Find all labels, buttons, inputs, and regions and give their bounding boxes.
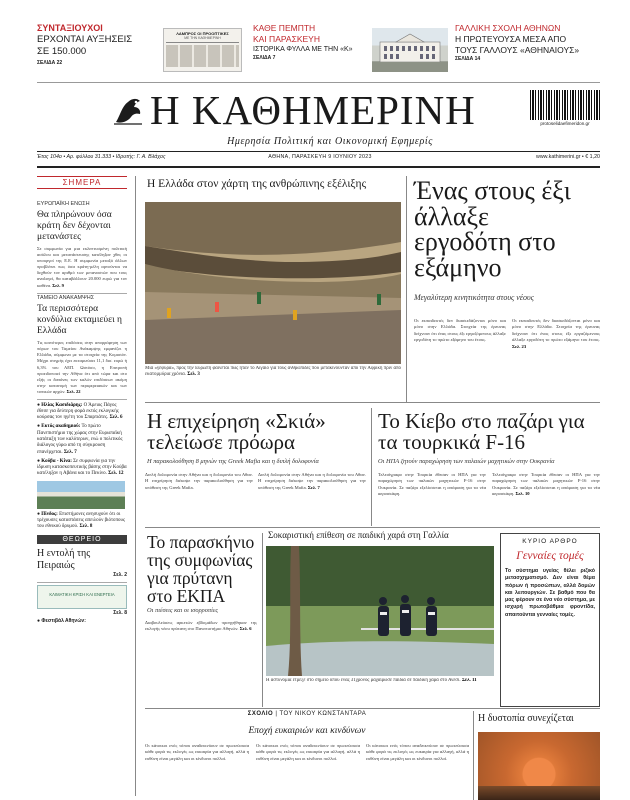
dateline-bottom-rule	[37, 166, 600, 168]
job-page: Σελ. 23	[512, 343, 527, 349]
job-text-col1: Οι εκπαιδευτές δεν διασκεδάζονται μόνο και μόνο στην Ελλάδα. Στοιχεία της έρευνας δείχνουν ότι ένας στους έξι εργαζόμενους άλλαξε εργοδότη το πρώτο εξάμηνο του έτους.	[414, 318, 506, 343]
teaser-middle-line1: ΚΑΘΕ ΠΕΜΠΤΗ	[253, 23, 316, 33]
skia-text-col1: Διπλή δολοφονία στην Αθήνα και η δολοφονία του Αθαν. Η επιχείρηση διέκοψε την παρακολούθηση για την υπόθεση της Greek Mafia.	[145, 472, 253, 490]
teaser-middle-line3: ΙΣΤΟΡΙΚΑ ΦΥΛΛΑ ΜΕ ΤΗΝ «Κ»	[253, 46, 353, 53]
masthead-subtitle: Ημερησία Πολιτική και Οικονομική Εφημερίς	[227, 136, 433, 147]
ekpa-headline[interactable]: Το παρασκήνιο της συμφωνίας για πρύτανη στο ΕΚΠΑ	[147, 532, 255, 606]
sidebar-pindos-photo	[37, 481, 125, 509]
column-label: ΣΧΟΛΙΟ	[247, 711, 274, 717]
column-text-col1: Οι κάτοικοι ενός τόπου αναδεικνύουν σε πρωτεύουσα κάθε φορά τις εκλογές ως ευκαιρία για αλλαγή, αλλά η ευθύνη είναι μεγάλη και οι κίνδυνοι πολλοί.	[145, 743, 249, 761]
lead-photo-cliff	[145, 202, 401, 364]
sidebar-page-recovery: Σελ. 22	[66, 388, 81, 394]
sidebar-headline-recovery[interactable]: Τα περισσότερα κονδύλια εκταμιεύει η Ελλάδα	[37, 304, 123, 337]
sidebar-festival[interactable]: ● Φεστιβάλ Αθηνών:	[37, 618, 86, 625]
editorial-text: Το σύστημα υγείας θέλει ριζικό μετασχηματισμό. Δεν είναι θέμα πόρων ή προσώπων, αλλά δομών και λειτουργιών. Σε βαθμό που θα μας φέρουν σε ένα νέο σύστημα, με ισχυρή πρωτοβάθμια φροντίδα, απαιτούνται γενναίες τομές.	[505, 568, 595, 618]
lead-right-divider	[406, 176, 407, 402]
skia-lede: Η παρακολούθηση 8 μηνών της Greek Mafia και η διπλή δολοφονία	[147, 458, 319, 465]
dystopia-divider	[473, 711, 474, 800]
teaser-thumb-sub: ΜΕ ΤΗΝ ΚΑΘΗΜΕΡΙΝΗ	[184, 36, 221, 40]
sidebar-bullet-cuba-china[interactable]: ● Κούβα - Κίνα: Σε συμφωνία για την ίδρυση κατασκοπευτικής βάσης στην Κούβα κατέληξαν η Αβάνα και το Πεκίνο. Σελ. 12	[37, 458, 127, 477]
barcode	[530, 90, 600, 130]
dateline-top-rule	[37, 151, 600, 152]
sidebar-section-eu: ΕΥΡΩΠΑΪΚΗ ΕΝΩΣΗ	[37, 201, 90, 207]
skia-headline[interactable]: Η επιχείρηση «Σκιά» τελείωσε πρόωρα	[147, 409, 326, 454]
dateline-left: Έτος 104ο • Αρ. φύλλου 31.333 • Ιδρυτής: Γ. Α. Βλάχος	[37, 154, 166, 160]
lead-page: Σελ. 3	[187, 372, 200, 378]
column-byline: ΣΧΟΛΙΟ | ΤΟΥ ΝΙΚΟΥ ΚΩΝΣΤΑΝΤΑΡΑ	[247, 711, 367, 717]
sidebar-climate-page: Σελ. 8	[113, 610, 127, 617]
france-caption: Η αστυνομία έτρεξε στο σημείο όπου ένας 31χρονος μαχαίρωσε παιδιά σε παιδική χαρά στο Ανεσί. Σελ. 11	[266, 678, 477, 683]
sidebar-divider	[135, 176, 136, 796]
mid-divider-3	[145, 708, 600, 709]
teaser-thumb-head: ΛΑΜΠΡΟΣ ΟΙ ΠΡΟΟΠΤΙΚΕΣ	[176, 31, 229, 36]
sidebar-bullet-pindos[interactable]: ● Πίνδος: Επιστήμονες ανησυχούν ότι οι τρέχουσες καταστάσεις απειλούν βιότοπους του εθνικού δρυμού. Σελ. 8	[37, 511, 126, 530]
skia-text-col2: Διπλή δολοφονία στην Αθήνα και η δολοφονία του Αθαν. Η επιχείρηση διέκοψε την παρακολούθηση για την υπόθεση της Greek Mafia. Σελ. 7	[258, 472, 366, 490]
teaser-middle-line2: ΚΑΙ ΠΑΡΑΣΚΕΥΗ	[253, 33, 320, 44]
masthead-title: Η ΚΑΘΗΜΕΡΙΝΗ	[150, 87, 476, 133]
column-text-col3: Οι κάτοικοι ενός τόπου αναδεικνύουν σε πρωτεύουσα κάθε φορά τις εκλογές ως ευκαιρία για αλλαγή, αλλά η ευθύνη είναι μεγάλη και οι κίνδυνοι πολλοί.	[366, 743, 469, 761]
sidebar-today-label: ΣΗΜΕΡΑ	[37, 176, 127, 189]
police-scene-illustration	[266, 546, 494, 676]
teaser-right-line2: Η ΠΡΩΤΕΥΟΥΣΑ ΜΕΣΑ ΑΠΟ	[455, 34, 567, 44]
teaser-middle[interactable]	[253, 23, 353, 78]
dystopia-headline[interactable]: Η δυστοπία συνεχίζεται	[478, 713, 574, 724]
sidebar-climate-box[interactable]: ΚΛΙΜΑΤΙΚΗ ΚΡΙΣΗ ΚΑΙ ΕΝΕΡΓΕΙΑ	[37, 585, 127, 609]
ekpa-lede: Οι πιέσεις και οι ισορροπίες	[147, 607, 219, 614]
france-headline[interactable]: Σοκαριστική επίθεση σε παιδική χαρά στη Γαλλία	[268, 530, 449, 540]
dateline-right: www.kathimerini.gr • € 1,20	[536, 154, 600, 160]
cliff-illustration	[145, 202, 401, 364]
dystopia-photo	[478, 732, 600, 800]
sidebar-bullet-kasidiaris[interactable]: ● Ηλίας Κασιδιάρης: Ο Άρειος Πάγος έθεσε για δεύτερη φορά εκτός εκλογικής κούρσας τον ηγέτη του Σπαρτιάτες. Σελ. 6	[37, 402, 123, 421]
teaser-middle-page: ΣΕΛΙΔΑ 7	[253, 55, 276, 61]
teaser-right-photo	[372, 28, 448, 72]
mid-divider-1	[145, 402, 600, 403]
column-author: ΤΟΥ ΝΙΚΟΥ ΚΩΝΣΤΑΝΤΑΡΑ	[279, 711, 367, 717]
building-illustration	[372, 28, 448, 72]
sidebar-bullet-academy[interactable]: ● Εκτός ακαδημιού: Το πρώτο Πανεπιστήμιο της χώρας στην Ευρωπαϊκή κατάταξη των καλύτερων, ενώ ο πολιτικός διάλογος γύρω από τη σύγκρουση επανέρχεται. Σελ. 7	[37, 424, 123, 455]
sidebar-headline-migrants[interactable]: Θα πληρώνουν όσα κράτη δεν δέχονται μετανάστες	[37, 210, 112, 242]
teaser-left-line3: ΣΕ 150.000	[37, 46, 87, 57]
sidebar-text-migrants: Σε συμφωνία για μια εκλεπτυσμένη πολιτική ασύλου και μετανάστευσης κατέληξαν χθες οι υπουργοί της Ε.Ε. Η συμφωνία μεταξύ άλλων προβλέπει πως όσα κράτη-μέλη αρνούνται να δεχθούν τον αριθμό των μεταναστών που τους αναλογεί, θα καταβάλλουν 20.000 ευρώ για τον καθένα. Σελ. 9	[37, 246, 127, 288]
column-text-col2: Οι κάτοικοι ενός τόπου αναδεικνύουν σε πρωτεύουσα κάθε φορά τις εκλογές ως ευκαιρία για αλλαγή, αλλά η ευθύνη είναι μεγάλη και οι κίνδυνοι πολλοί.	[256, 743, 360, 761]
sidebar	[37, 176, 127, 800]
teaser-left-page: ΣΕΛΙΔΑ 22	[37, 60, 63, 66]
teaser-right-line1: ΓΑΛΛΙΚΗ ΣΧΟΛΗ ΑΘΗΝΩΝ	[455, 23, 561, 33]
dateline-center: ΑΘΗΝΑ, ΠΑΡΑΣΚΕΥΗ 9 ΙΟΥΝΙΟΥ 2023	[268, 154, 372, 160]
kyiv-text-col1: Τελεσίγραφο στην Τουρκία έθεσαν οι ΗΠΑ για την παραχώρηση των παλαιών μαχητικών F-16 στην Ουκρανία. Σε παζάρι εξελίσσεται η απόφαση για τα νέα αεροσκάφη.	[378, 472, 486, 497]
column-headline[interactable]: Εποχή ευκαιριών και κινδύνων	[248, 726, 366, 736]
kyiv-headline[interactable]: Το Κίεβο στο παζάρι για τα τουρκικά F-16	[378, 409, 585, 454]
teaser-left[interactable]	[37, 23, 152, 78]
teaser-left-line2: ΕΡΧΟΝΤΑΙ ΑΥΞΗΣΕΙΣ	[37, 34, 133, 45]
teaser-thumb-newspaper[interactable]	[163, 28, 242, 72]
top-divider	[37, 82, 600, 83]
lead-caption: Μια «γέφυρα», προς την Ευρώπη φαίνεται πως ήταν το Αιγαίο για τους ανθρωπίδες που μετακινούνταν από την Αφρική πριν από εκατομμύρια χρόνια. Σελ. 3	[145, 366, 401, 378]
sidebar-text-recovery: Τις κοινότερες επιδόσεις στην απορρόφηση των πόρων του Ταμείου Ανάκαμψης εμφανίζει η Ελλάδα, σύμφωνα με τα στοιχεία της Κομισιόν. Μέχρι στιγμής έχει εκταμιεύσει 11,1 δισ. ευρώ ή 6,3% του ΑΕΠ. Ωστόσο, η Επιτροπή προειδοποιεί την Αθήνα ότι από τώρα και στο εξής οι δαπάνες των καλών επιδόσεων ακόμη στην κατανομή των περιφερειακών και των τοπικών αρχών. Σελ. 22	[37, 340, 127, 394]
mid-divider-2	[145, 527, 600, 528]
editorial-label: ΚΥΡΙΟ ΑΡΘΡΟ	[522, 538, 578, 545]
job-lede: Μεγαλύτερη κινητικότητα στους νέους	[414, 293, 534, 302]
job-headline[interactable]: Ένας στους έξι άλλαξε εργοδότη στο εξάμηνο	[414, 176, 571, 282]
sidebar-theoreio-label: ΘΕΩΡΕΙΟ	[37, 535, 127, 544]
sidebar-section-recovery: ΤΑΜΕΙΟ ΑΝΑΚΑΜΨΗΣ	[37, 295, 95, 302]
ekpa-divider	[262, 533, 263, 707]
owl-logo-icon	[110, 92, 146, 128]
barcode-text: protoselidaefimeridon.gr	[540, 121, 590, 126]
job-text-col2: Οι εκπαιδευτές δεν διασκεδάζονται μόνο και μόνο στην Ελλάδα. Στοιχεία της έρευνας δείχνουν ότι ένας στους έξι εργαζόμενους άλλαξε εργοδότη το πρώτο εξάμηνο του έτους. Σελ. 23	[512, 318, 600, 349]
sidebar-theoreio-headline[interactable]: Η εντολή της Πειραιώς	[37, 547, 91, 571]
teaser-left-line1: ΣΥΝΤΑΞΙΟΥΧΟΙ	[37, 23, 103, 33]
france-photo	[266, 546, 494, 676]
teaser-right-line3: ΤΟΥΣ ΓΑΛΛΟΥΣ «ΑΘΗΝΑΙΟΥΣ»	[455, 45, 580, 55]
skia-kyiv-divider	[371, 408, 372, 526]
kyiv-lede: Οι ΗΠΑ ζητούν παραχώρηση των παλαιών μαχητικών στην Ουκρανία	[378, 458, 555, 465]
sidebar-theoreio-page: Σελ. 2	[113, 571, 127, 578]
teaser-right[interactable]	[455, 23, 600, 78]
editorial-headline[interactable]: Γενναίες τομές	[516, 550, 584, 562]
kyiv-text-col2: Τελεσίγραφο στην Τουρκία έθεσαν οι ΗΠΑ για την παραχώρηση των παλαιών μαχητικών F-16 στην Ουκρανία. Σε παζάρι εξελίσσεται η απόφαση για τα νέα αεροσκάφη. Σελ. 10	[492, 472, 600, 497]
ekpa-text: Διαβουλεύσεις αρκετών εβδομάδων προηγήθηκαν της εκλογής νέου πρύτανη στο Πανεπιστήμιο Αθηνών. Σελ. 6	[145, 620, 257, 632]
editorial-box	[500, 533, 600, 707]
lead-kicker[interactable]: Η Ελλάδα στον χάρτη της ανθρώπινης εξέλιξης	[147, 178, 367, 190]
teaser-right-page: ΣΕΛΙΔΑ 14	[455, 56, 481, 62]
sidebar-page-migrants: Σελ. 9	[52, 282, 64, 288]
